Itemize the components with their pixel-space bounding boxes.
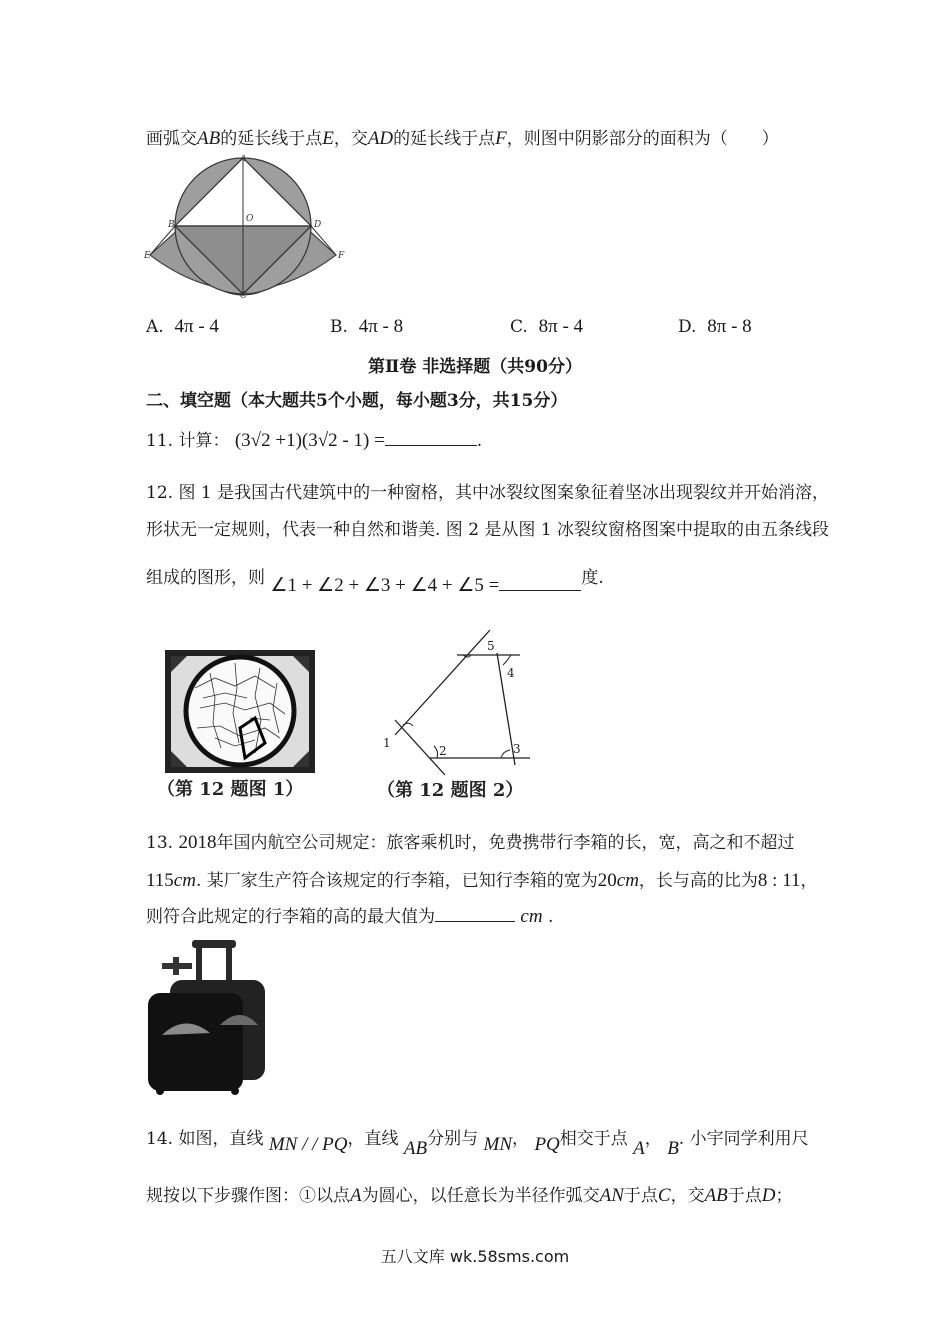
q14-comma-2: ，: [644, 1129, 662, 1149]
window-circle: [186, 657, 294, 765]
q12-fig1-caption: （第 12 题图 1）: [157, 779, 304, 800]
q14-var-mn: MN: [483, 1134, 513, 1155]
q14-text-1d: 相交于点: [559, 1129, 628, 1149]
q11-end: .: [476, 431, 483, 451]
q14-text-2a: 规按以下步骤作图：①以点: [146, 1186, 350, 1206]
section-title: 第Ⅱ卷 非选择题（共90分）: [368, 357, 582, 377]
q10-text-e: ，则图中阴影部分的面积为（ ）: [506, 129, 779, 149]
q13-line-3: [146, 902, 553, 928]
angle-label-2: 2: [439, 744, 447, 758]
q13-text-1: 年国内航空公司规定：旅客乘机时，免费携带行李箱的长，宽，高之和不超过: [216, 833, 795, 853]
q14-var-ab2: AB: [704, 1185, 728, 1206]
q13-value-115: 115: [146, 870, 174, 891]
suitcase-wheel: [156, 1087, 164, 1095]
q14-parallel-lines: MN / / PQ: [268, 1134, 348, 1155]
q10-var-e: E: [322, 128, 334, 149]
q10-figure: [140, 155, 350, 300]
q10-text-b: 的延长线于点: [220, 129, 323, 149]
q13-text-2c: ，: [800, 871, 818, 891]
q14-var-b: B: [667, 1138, 679, 1159]
q14-var-c: C: [657, 1185, 671, 1206]
q13-value-20: 20: [597, 870, 617, 891]
q13-number: 13.: [146, 833, 174, 853]
angle-label-5: 5: [487, 639, 495, 653]
q10-text-a: 画弧交: [146, 129, 197, 149]
angle-label-1: 1: [383, 736, 391, 750]
q14-var-a2: A: [350, 1185, 362, 1206]
q10-stem-line: [146, 124, 779, 150]
q14-text-2f: ；: [775, 1186, 793, 1206]
q11-expression: (3√2 +1)(3√2 - 1) =: [234, 430, 385, 451]
q13-line-2: [146, 866, 818, 892]
q14-var-a: A: [633, 1138, 645, 1159]
q10-label-o: O: [246, 214, 254, 224]
q10-label-c: C: [240, 291, 247, 300]
q14-text-2e: 于点: [727, 1186, 762, 1206]
q12-line-1: 12. 图 1 是我国古代建筑中的一种窗格，其中冰裂纹图案象征着坚冰出现裂纹并开始消溶，: [146, 483, 830, 503]
q10-label-f: F: [338, 251, 345, 261]
q10-var-ad: AD: [367, 128, 394, 149]
angle-arcs: [403, 655, 511, 758]
q10-label-e: E: [144, 251, 151, 261]
q10-label-d: D: [314, 220, 322, 230]
q13-line-1: [146, 828, 794, 854]
page-footer: 五八文库 wk.58sms.com: [380, 1247, 570, 1266]
q12-line-3: [146, 563, 604, 596]
q13-year: 2018: [178, 832, 217, 853]
q14-var-ab: AB: [403, 1138, 428, 1159]
q12-expression: ∠1 + ∠2 + ∠3 + ∠4 + ∠5 =: [270, 575, 500, 596]
q10-label-b: B: [168, 220, 175, 230]
pentagon-lines: [395, 630, 530, 775]
q10-var-f: F: [495, 128, 507, 149]
q14-text-1c: 分别与: [427, 1129, 479, 1149]
q14-var-pq: PQ: [534, 1134, 560, 1155]
suitcase-image: [140, 935, 280, 1095]
q13-unit-2: cm: [616, 870, 639, 891]
q12-text-b: 度.: [581, 568, 604, 588]
q10-option-a: A. 4π - 4: [146, 316, 219, 337]
q14-var-an: AN: [599, 1185, 624, 1206]
q12-figure-2: [375, 625, 545, 803]
q13-unit-3: cm: [520, 906, 543, 927]
q13-text-3b: .: [547, 907, 554, 927]
q14-line-1: [146, 1124, 809, 1159]
q14-line-2: [146, 1181, 793, 1207]
q10-option-c: C. 8π - 4: [510, 316, 584, 337]
part2-heading: 二、填空题（本大题共5个小题，每小题3分，共15分）: [146, 391, 568, 411]
suitcase-front: [148, 993, 243, 1091]
q14-comma-1: ，: [512, 1129, 530, 1149]
q14-text-2c: 于点: [623, 1186, 658, 1206]
q13-unit-1: cm: [173, 870, 196, 891]
q13-ratio: 8 : 11: [757, 870, 801, 891]
q14-text-2b: 为圆心，以任意长为半径作弧交: [361, 1186, 600, 1206]
q11-line: [146, 426, 482, 452]
q10-var-ab: AB: [197, 128, 221, 149]
q13-answer-blank: [435, 920, 515, 922]
q10-text-d: 的延长线于点: [393, 129, 496, 149]
q10-option-b: B. 4π - 8: [330, 316, 404, 337]
q12-fig2-caption: （第 12 题图 2）: [377, 780, 524, 801]
q14-var-d: D: [761, 1185, 776, 1206]
q12-figure-1: [155, 648, 325, 800]
q14-text-1a: 14. 如图，直线: [146, 1129, 264, 1149]
q13-text-3a: 则符合此规定的行李箱的高的最大值为: [146, 907, 435, 927]
q11-label: 11. 计算：: [146, 431, 230, 451]
q13-text-2a: . 某厂家生产符合该规定的行李箱，已知行李箱的宽为: [195, 871, 598, 891]
q10-option-d: D. 8π - 8: [678, 316, 752, 337]
q14-text-1b: ，直线: [347, 1129, 399, 1149]
q13-text-2b: ，长与高的比为: [638, 871, 758, 891]
angle-label-4: 4: [507, 666, 515, 680]
q14-text-1e: . 小宇同学利用尺: [678, 1129, 809, 1149]
q10-text-c: ，交: [333, 129, 368, 149]
angle-label-3: 3: [513, 742, 521, 756]
q12-line-2: 形状无一定规则，代表一种自然和谐美. 图 2 是从图 1 冰裂纹窗格图案中提取的由五条线段: [146, 520, 830, 540]
q10-label-a: A: [240, 155, 247, 164]
q14-text-2d: ，交: [670, 1186, 705, 1206]
q12-answer-blank: [499, 589, 581, 591]
q11-answer-blank: [385, 444, 477, 446]
q12-text-a: 组成的图形，则: [146, 568, 265, 588]
